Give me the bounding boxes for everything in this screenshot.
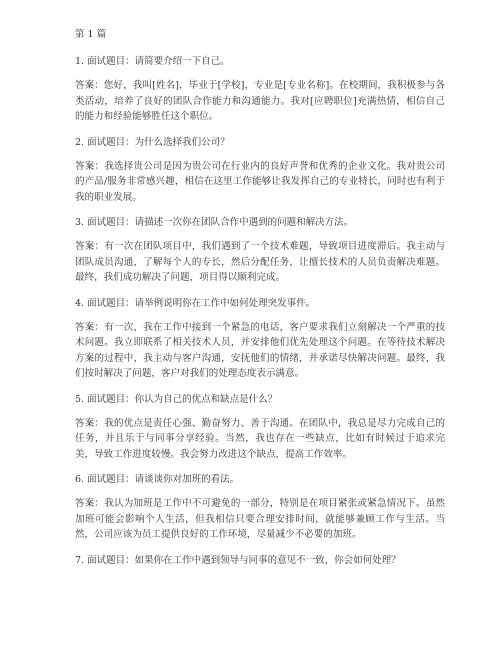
answer-1: 答案：您好，我叫[姓名]，毕业于[学校]，专业是[专业名称]。在校期间，我积极参与各类活动，培养了良好的团队合作能力和沟通能力。我对[应聘职位]充满热情，相信自己的能力和经验能够胜任这个职位。 xyxy=(75,80,445,122)
answer-4: 答案：有一次，我在工作中接到一个紧急的电话，客户要求我们立刻解决一个严重的技术问题。我立即联系了相关技术人员，并安排他们优先处理这个问题。在等待技术解决方案的过程中，我主动与客户沟通，安抚他们的情绪，并承诺尽快解决问题。最终，我们按时解决了问题，客户对我们的处理态度表示满意。 xyxy=(75,321,445,379)
qa-item-4 xyxy=(75,297,445,382)
section-title: 第 1 篇 xyxy=(75,29,107,40)
qa-item-5 xyxy=(75,393,445,463)
answer-3: 答案：有一次在团队项目中，我们遇到了一个技术难题，导致项目进度滞后。我主动与团队成员沟通，了解每个人的专长，然后分配任务，让擅长技术的人员负责解决难题。最终，我们成功解决了问题，项目得以顺利完成。 xyxy=(75,241,445,283)
answer-2: 答案：我选择贵公司是因为贵公司在行业内的良好声誉和优秀的企业文化。我对贵公司的产品/服务非常感兴趣，相信在这里工作能够让我发挥自己的专业特长，同时也有利于我的职业发展。 xyxy=(75,160,445,203)
qa-item-1 xyxy=(75,55,445,125)
qa-item-2 xyxy=(75,136,445,206)
question-3: 3. 面试题目：请描述一次你在团队合作中遇到的问题和解决方法。 xyxy=(75,217,354,228)
qa-item-7 xyxy=(75,554,445,568)
question-6: 6. 面试题目：请谈谈你对加班的看法。 xyxy=(75,474,240,485)
answer-5: 答案：我的优点是责任心强、勤奋努力、善于沟通。在团队中，我总是尽力完成自己的任务，并且乐于与同事分享经验。当然，我也存在一些缺点，比如有时候过于追求完美，导致工作进度较慢。我会努力改进这个缺点，提高工作效率。 xyxy=(75,417,445,460)
answer-6: 答案：我认为加班是工作中不可避免的一部分，特别是在项目紧张或紧急情况下。虽然加班可能会影响个人生活，但我相信只要合理安排时间，就能够兼顾工作与生活。当然，公司应该为员工提供良好的工作环境，尽量减少不必要的加班。 xyxy=(75,498,445,540)
question-1: 1. 面试题目：请简要介绍一下自己。 xyxy=(75,56,230,67)
question-5: 5. 面试题目：你认为自己的优点和缺点是什么？ xyxy=(75,393,278,405)
qa-item-6 xyxy=(75,473,445,543)
qa-item-3 xyxy=(75,216,445,286)
question-4: 4. 面试题目：请举例说明你在工作中如何处理突发事件。 xyxy=(75,297,316,309)
question-7: 7. 面试题目：如果你在工作中遇到领导与同事的意见不一致，你会如何处理？ xyxy=(75,554,401,566)
question-2: 2. 面试题目：为什么选择我们公司？ xyxy=(75,136,230,148)
